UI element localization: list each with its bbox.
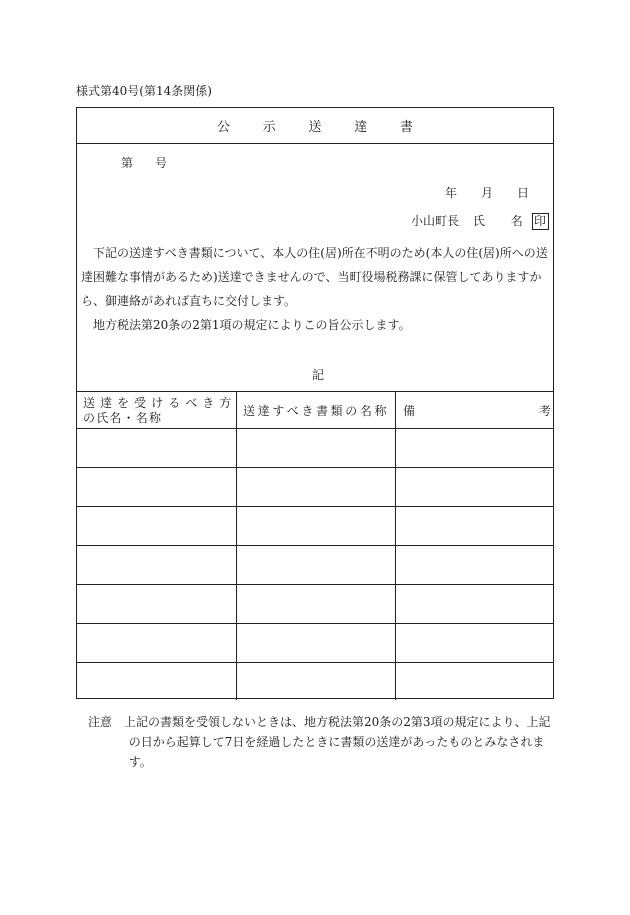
documents-table	[77, 391, 553, 700]
table-row	[77, 545, 553, 584]
table-row	[77, 623, 553, 662]
notes-label: 注意	[88, 715, 113, 729]
number-go: 号	[155, 156, 168, 170]
table-row	[77, 662, 553, 700]
notes-section	[76, 712, 556, 772]
ki-heading: 記	[312, 368, 325, 382]
table-row	[77, 467, 553, 506]
date-year: 年	[445, 186, 458, 200]
notes-text: 上記の書類を受領しないときは、地方税法第20条の2第3項の規定により、上記の日から起算して7日を経過したときに書類の送達があったものとみなされます。	[124, 715, 551, 769]
header-remarks-a: 備	[403, 404, 416, 418]
seal-stamp: 印	[532, 213, 549, 230]
table-row	[77, 428, 553, 467]
notice-body	[81, 241, 551, 337]
issuer-shi: 氏	[472, 214, 485, 228]
table-row	[77, 584, 553, 623]
header-document-name: 送達すべき書類の名称	[243, 404, 390, 418]
form-title: 公 示 送 達 書	[77, 108, 553, 144]
body-paragraph-1: 下記の送達すべき書類について、本人の住(居)所在不明のため(本人の住(居)所への送達困難な事情があるため)送達できませんので、当町役場税務課に保管してありますから、御連絡があれば直ちに交付します。	[81, 246, 548, 308]
issuer-line	[411, 212, 549, 230]
issuer-office: 小山町長	[411, 214, 460, 228]
date-day: 日	[517, 186, 530, 200]
notice-form	[76, 107, 554, 699]
form-number-label: 様式第40号(第14条関係)	[76, 84, 212, 98]
table-row	[77, 506, 553, 545]
header-remarks-b: 考	[539, 404, 552, 418]
body-paragraph-2: 地方税法第20条の2第1項の規定によりこの旨公示します。	[93, 318, 411, 332]
number-dai: 第	[121, 156, 134, 170]
header-recipient-line2: の氏名・名称	[83, 411, 163, 425]
date-month: 月	[481, 186, 494, 200]
header-recipient-line1: 送達を受けるべき方	[83, 396, 237, 410]
issuer-mei: 名	[510, 214, 523, 228]
